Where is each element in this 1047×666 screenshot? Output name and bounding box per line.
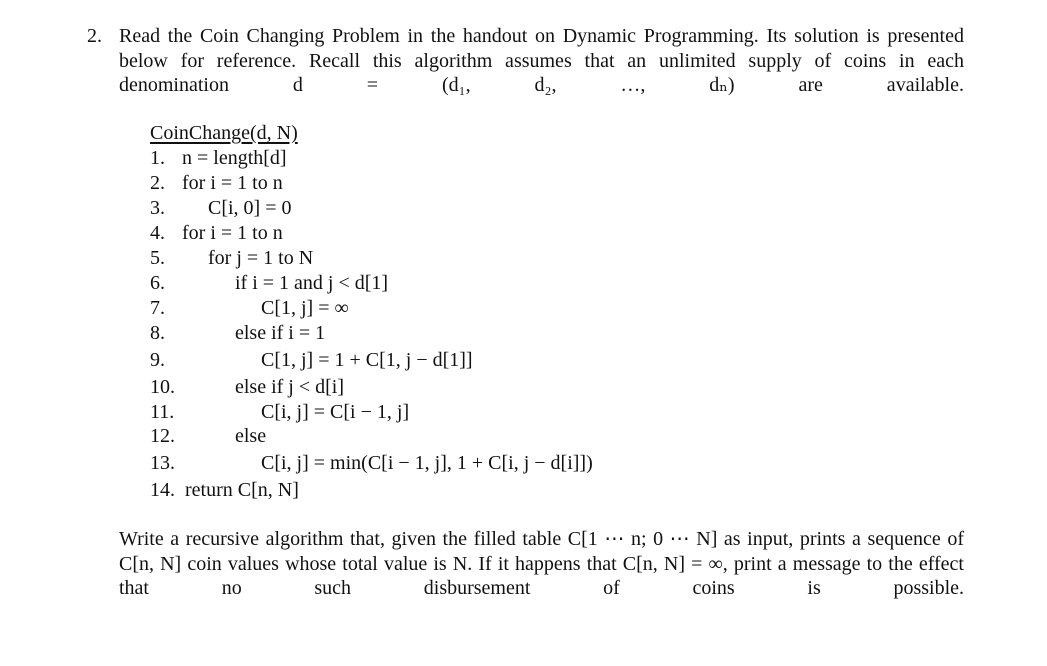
algorithm-line bbox=[150, 348, 473, 372]
line-number: 9. bbox=[150, 349, 165, 371]
algorithm-line bbox=[150, 321, 326, 345]
line-number: 11. bbox=[150, 401, 175, 423]
line-code: C[1, j] = ∞ bbox=[261, 297, 349, 319]
line-number: 3. bbox=[150, 197, 165, 219]
line-code: else if j < d[i] bbox=[235, 376, 345, 398]
line-code: C[1, j] = 1 + C[1, j − d[1]] bbox=[261, 349, 473, 371]
line-code: for j = 1 to N bbox=[208, 247, 314, 269]
line-code: for i = 1 to n bbox=[182, 172, 283, 194]
line-code: return C[n, N] bbox=[185, 479, 299, 501]
line-code: C[i, 0] = 0 bbox=[208, 197, 292, 219]
algorithm-line bbox=[150, 196, 292, 220]
line-code: C[i, j] = min(C[i − 1, j], 1 + C[i, j − d[i]]) bbox=[261, 452, 593, 474]
line-number: 7. bbox=[150, 297, 165, 319]
problem-task: Write a recursive algorithm that, given the filled table C[1 ⋯ n; 0 ⋯ N] as input, prints a sequence of C[n, N] coin values whose total value is N. If it happens that C[n, N] = ∞, print a message to the effect that no such disbursement of coins is possible. bbox=[119, 528, 964, 599]
line-code: else if i = 1 bbox=[235, 322, 326, 344]
line-code: else bbox=[235, 425, 267, 447]
algorithm-title: CoinChange(d, N) bbox=[150, 122, 298, 144]
algorithm-line bbox=[150, 478, 299, 502]
algorithm-line bbox=[150, 246, 314, 270]
algorithm-line bbox=[150, 146, 287, 170]
algorithm-line bbox=[150, 271, 389, 295]
line-code: n = length[d] bbox=[182, 147, 287, 169]
line-number: 5. bbox=[150, 247, 165, 269]
line-number: 2. bbox=[150, 172, 165, 194]
algorithm-line bbox=[150, 375, 345, 399]
line-number: 1. bbox=[150, 147, 165, 169]
line-code: for i = 1 to n bbox=[182, 222, 283, 244]
line-number: 4. bbox=[150, 222, 165, 244]
line-number: 14. bbox=[150, 479, 175, 501]
problem-intro: Read the Coin Changing Problem in the handout on Dynamic Programming. Its solution is presented below for reference. Recall this algorithm assumes that an unlimited supply of coins in each denomination d = (d₁, d₂, …, dₙ) are available. bbox=[119, 25, 964, 96]
algorithm-line bbox=[150, 400, 410, 424]
algorithm-line bbox=[150, 424, 267, 448]
algorithm-line bbox=[150, 221, 283, 245]
algorithm-line bbox=[150, 451, 593, 475]
algorithm-line bbox=[150, 171, 283, 195]
problem-number: 2. bbox=[87, 25, 102, 47]
line-code: C[i, j] = C[i − 1, j] bbox=[261, 401, 410, 423]
line-code: if i = 1 and j < d[1] bbox=[235, 272, 389, 294]
algorithm-line bbox=[150, 296, 349, 320]
line-number: 12. bbox=[150, 425, 175, 447]
line-number: 13. bbox=[150, 452, 175, 474]
line-number: 10. bbox=[150, 376, 175, 398]
line-number: 6. bbox=[150, 272, 165, 294]
line-number: 8. bbox=[150, 322, 165, 344]
